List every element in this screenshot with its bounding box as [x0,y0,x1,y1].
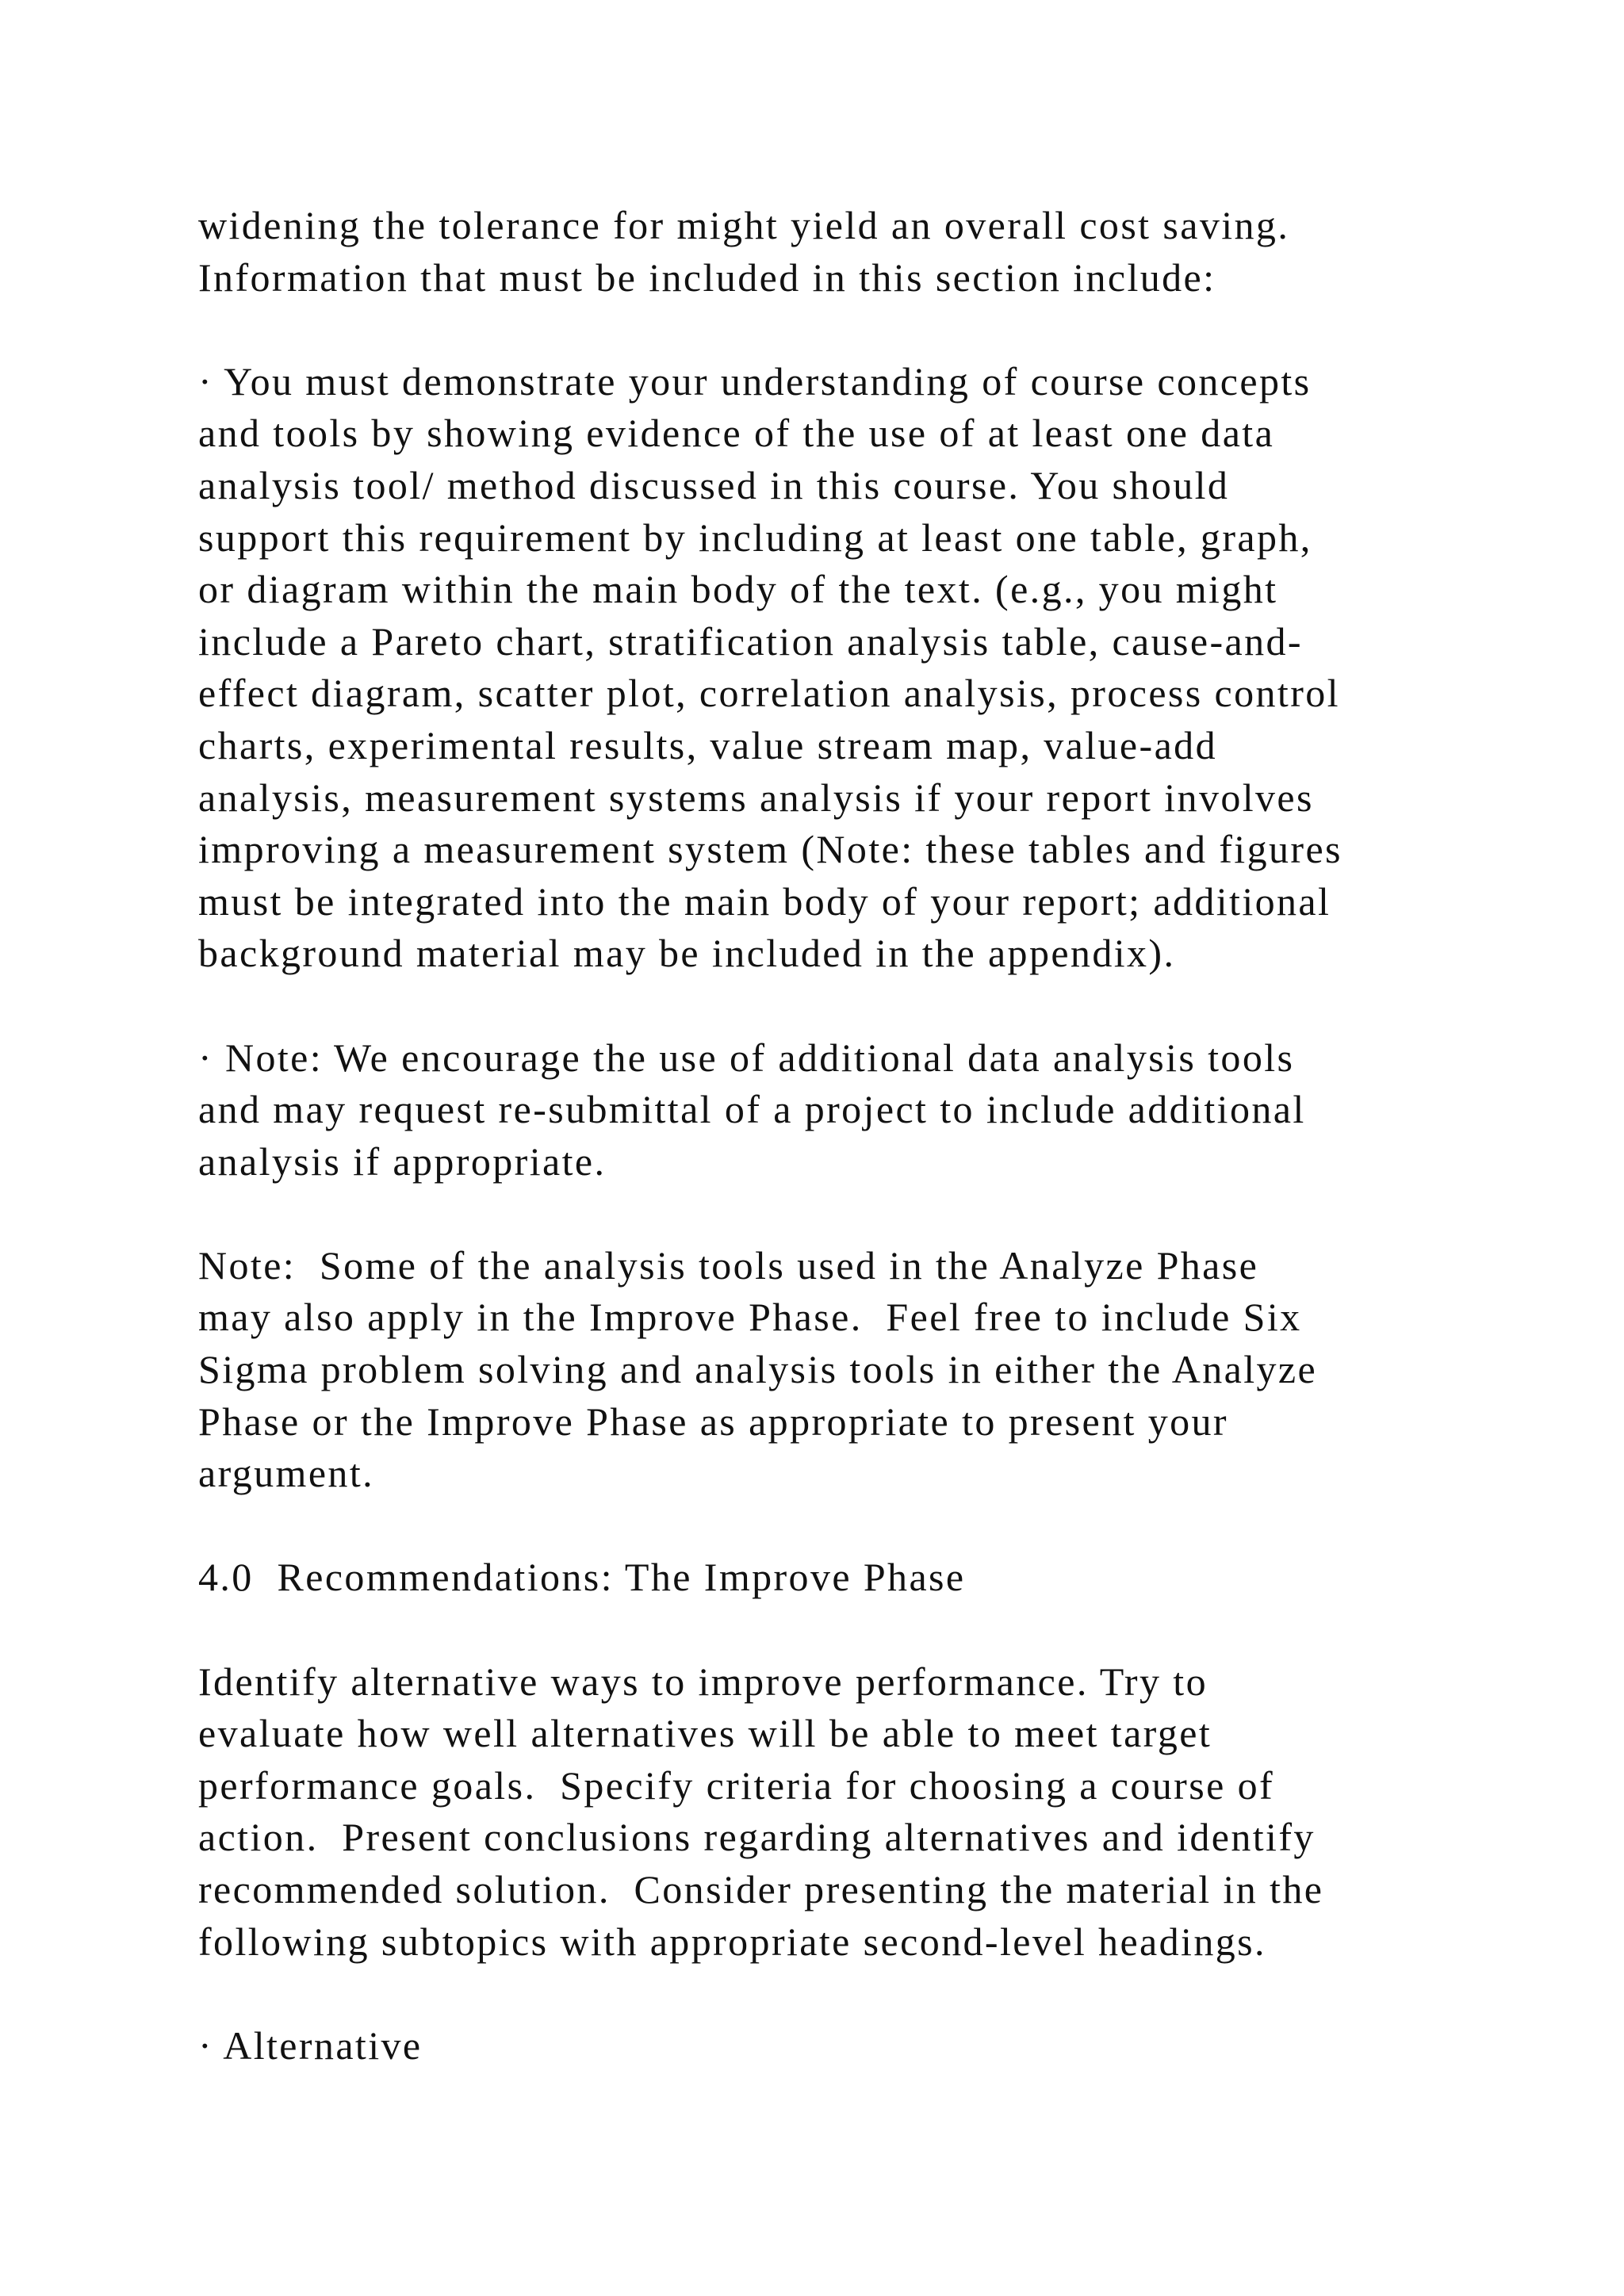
text-line: recommended solution. Consider presenting the material in the [198,1867,1324,1911]
blank-line [198,1968,1546,2020]
text-line: include a Pareto chart, stratification analysis table, cause-and- [198,618,1303,664]
bullet-line: · Note: We encourage the use of additional data analysis tools [198,1035,1295,1080]
text-line: or diagram within the main body of the text. (e.g., you might [198,567,1278,612]
blank-line [198,980,1546,1032]
blank-line [198,1188,1546,1240]
text-line: Identify alternative ways to improve performance. Try to [198,1659,1208,1704]
text-line: charts, experimental results, value stream map, value-add [198,722,1217,767]
text-line: following subtopics with appropriate second-level headings. [198,1919,1266,1964]
text-line: analysis tool/ method discussed in this course. You should [198,462,1230,507]
bullet-line: · Alternative [198,2022,423,2068]
text-line: performance goals. Specify criteria for choosing a course of [198,1762,1275,1808]
text-line: support this requirement by including at least one table, graph, [198,515,1312,560]
text-line: must be integrated into the main body of your report; additional [198,878,1331,924]
text-line: evaluate how well alternatives will be able to meet target [198,1711,1212,1756]
text-line: and tools by showing evidence of the use of at least one data [198,411,1275,456]
text-line: argument. [198,1451,375,1496]
document-body [198,200,1546,2072]
text-line: analysis, measurement systems analysis if your report involves [198,775,1314,820]
text-line: analysis if appropriate. [198,1138,607,1184]
text-line: may also apply in the Improve Phase. Feel free to include Six [198,1295,1302,1340]
blank-line [198,1500,1546,1552]
blank-line [198,1604,1546,1656]
text-line: Information that must be included in this section include: [198,254,1216,300]
text-line: and may request re-submittal of a project to include additional [198,1087,1306,1132]
text-line: action. Present conclusions regarding alternatives and identify [198,1815,1316,1860]
text-line: Sigma problem solving and analysis tools in either the Analyze [198,1347,1318,1392]
note-line: Note: Some of the analysis tools used in the Analyze Phase [198,1242,1259,1288]
text-line: widening the tolerance for might yield an overall cost saving. [198,203,1290,247]
text-line: background material may be included in the appendix). [198,931,1176,976]
bullet-line: · You must demonstrate your understanding of course concepts [198,358,1312,404]
text-line: improving a measurement system (Note: these tables and figures [198,827,1342,872]
text-line: effect diagram, scatter plot, correlation analysis, process control [198,671,1340,716]
section-heading: 4.0 Recommendations: The Improve Phase [198,1555,966,1600]
text-line: Phase or the Improve Phase as appropriate to present your [198,1399,1228,1444]
blank-line [198,304,1546,356]
